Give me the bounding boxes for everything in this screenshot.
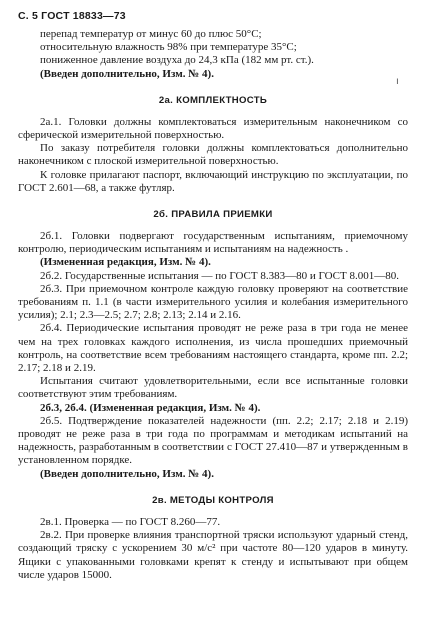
paragraph: 2в.1. Проверка — по ГОСТ 8.260—77.	[40, 515, 221, 528]
amendment-note: (Введен дополнительно, Изм. № 4).	[40, 467, 214, 480]
paragraph: 2б.5. Подтверждение показателей надежности (пп. 2.2; 2.17; 2.18 и 2.19) проводят не реже раза в три года по программам и методикам испытаний на надежность, разработанным в соответствии с ГОСТ 27.410—87 и утвержденным в установленном порядке.	[18, 414, 408, 467]
paragraph: 2в.2. При проверке влияния транспортной тряски используют ударный стенд, создающий тряску с ускорением 30 м/с² при частоте 80—120 ударов в минуту. Ящики с упакованными головками крепят к стенду и испытывают при общем числе ударов 15000.	[18, 529, 408, 581]
paragraph: К головке прилагают паспорт, включающий инструкцию по эксплуатации, по ГОСТ 2.601—68, а также футляр.	[18, 168, 408, 194]
page-header: С. 5 ГОСТ 18833—73	[18, 10, 126, 22]
paragraph: Испытания считают удовлетворительными, если все испытанные головки соответствуют этим требованиям.	[18, 375, 408, 401]
paragraph: 2б.2. Государственные испытания — по ГОСТ 8.383—80 и ГОСТ 8.001—80.	[40, 269, 399, 282]
paragraph: 2б.4. Периодические испытания проводят не реже раза в три года не менее чем на трех головках каждого исполнения, из числа прошедших приемочный контроль, на соответствие всем требованиям настоящего стандарта, кроме пп. 2.2; 2.17; 2.18 и 2.19.	[18, 322, 408, 375]
intro-line: перепад температур от минус 60 до плюс 50°С;	[40, 28, 262, 40]
paragraph: По заказу потребителя головки должны комплектоваться дополнительно наконечником с плоской измерительной поверхностью.	[18, 142, 408, 168]
intro-line: относительную влажность 98% при температуре 35°С;	[40, 41, 297, 54]
amendment-note: 2б.3, 2б.4. (Измененная редакция, Изм. № 4).	[40, 401, 261, 414]
document-body	[18, 28, 408, 582]
section-title-control-methods: 2в. МЕТОДЫ КОНТРОЛЯ	[152, 494, 274, 506]
section-title-completeness: 2а. КОМПЛЕКТНОСТЬ	[158, 94, 268, 106]
intro-line: пониженное давление воздуха до 24,3 кПа (182 мм рт. ст.).	[40, 54, 314, 67]
amendment-note: (Измененная редакция, Изм. № 4).	[40, 256, 211, 269]
paragraph: 2б.3. При приемочном контроле каждую головку проверяют на соответствие требованиям п. 1.1 (в части измерительного усилия и колебания измерительного усилия); 2.1; 2.3—2.5; 2.7; 2.8; 2.13; 2.14 и 2.16.	[18, 282, 408, 322]
amendment-note: (Введен дополнительно, Изм. № 4).	[40, 67, 214, 80]
section-title-acceptance: 2б. ПРАВИЛА ПРИЕМКИ	[153, 209, 273, 221]
paragraph: 2б.1. Головки подвергают государственным испытаниям, приемочному контролю, периодическим испытаниям и испытаниям на надежность .	[18, 230, 408, 256]
margin-mark: ı	[396, 76, 399, 87]
paragraph: 2а.1. Головки должны комплектоваться измерительным наконечником со сферической измерительной поверхностью.	[18, 115, 408, 142]
